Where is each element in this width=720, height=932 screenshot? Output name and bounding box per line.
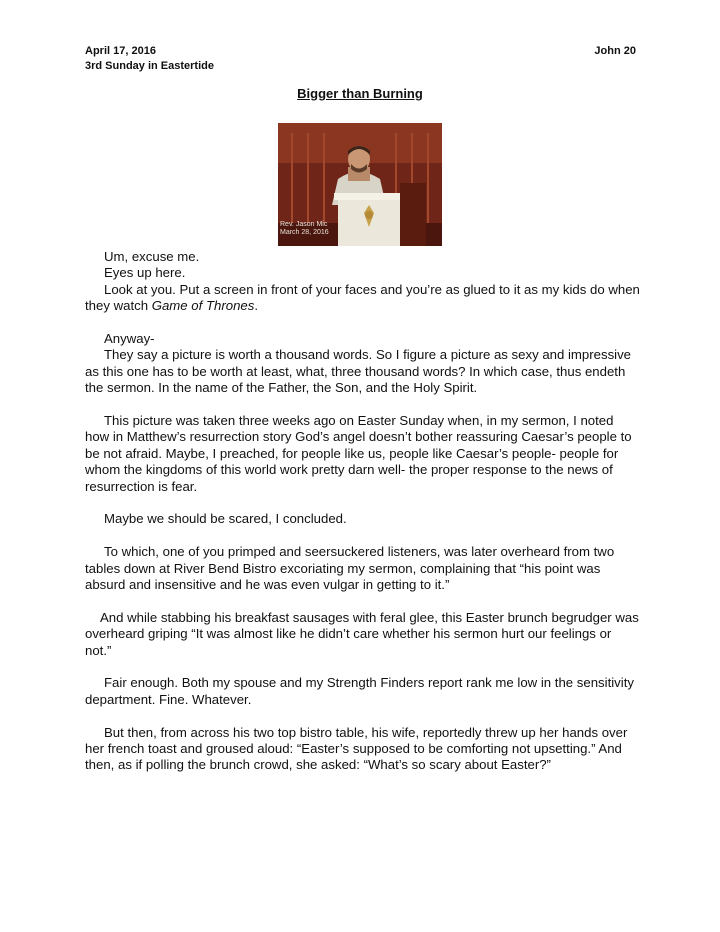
document-header <box>85 44 636 74</box>
header-occasion: 3rd Sunday in Eastertide <box>85 60 214 72</box>
paragraph: Eyes up here. <box>104 265 186 281</box>
paragraph: And while stabbing his breakfast sausages with feral glee, this Easter brunch begrudger was overheard griping “It was almost like he didn’t care whether his sermon hurt our feelings or not.” <box>85 609 639 658</box>
photo-caption-line2: March 28, 2016 <box>280 229 329 236</box>
paragraph: Fair enough. Both my spouse and my Strength Finders report rank me low in the sensitivity department. Fine. Whatever. <box>85 675 634 707</box>
paragraph: Anyway- <box>104 331 155 347</box>
paragraph-text: . <box>254 298 259 314</box>
show-title: Game of Thrones <box>151 298 255 314</box>
photo-caption-line1: Rev. Jason Mic <box>280 221 328 228</box>
paragraph: They say a picture is worth a thousand words. So I figure a picture as sexy and impressive as this one has to be worth at least, what, three thousand words? In which case, thus endeth the sermon. In the name of the Father, the Son, and the Holy Spirit. <box>85 347 632 396</box>
photo-caption <box>280 221 329 237</box>
sermon-title: Bigger than Burning <box>297 86 423 101</box>
sermon-body <box>85 249 640 774</box>
sermon-photo <box>278 123 442 246</box>
header-scripture: John 20 <box>594 45 636 57</box>
paragraph: Maybe we should be scared, I concluded. <box>104 511 347 527</box>
paragraph: Um, excuse me. <box>104 249 200 264</box>
paragraph-text: Look at you. Put a screen in front of your faces and you’re as glued to it as my kids do when they watch <box>85 281 640 314</box>
paragraph <box>85 282 640 315</box>
header-date: April 17, 2016 <box>85 45 156 57</box>
paragraph: To which, one of you primped and seersuckered listeners, was later overheard from two tables down at River Bend Bistro excoriating my sermon, complaining that “his point was absurd and insensitive and he was even vulgar in getting to it.” <box>85 544 615 593</box>
paragraph: This picture was taken three weeks ago on Easter Sunday when, in my sermon, I noted how in Matthew’s resurrection story God’s angel doesn’t bother reassuring Caesar’s people to be not afraid. Maybe, I preached, for people like us, people like Caesar’s people- people for whom the kingdoms of this world work pretty darn well- the proper response to the news of resurrection is fear. <box>85 413 632 494</box>
paragraph: But then, from across his two top bistro table, his wife, reportedly threw up her hands over her french toast and groused aloud: “Easter’s supposed to be comforting not upsetting.” And then, as if polling the brunch crowd, she asked: “What’s so scary about Easter?” <box>85 724 628 773</box>
